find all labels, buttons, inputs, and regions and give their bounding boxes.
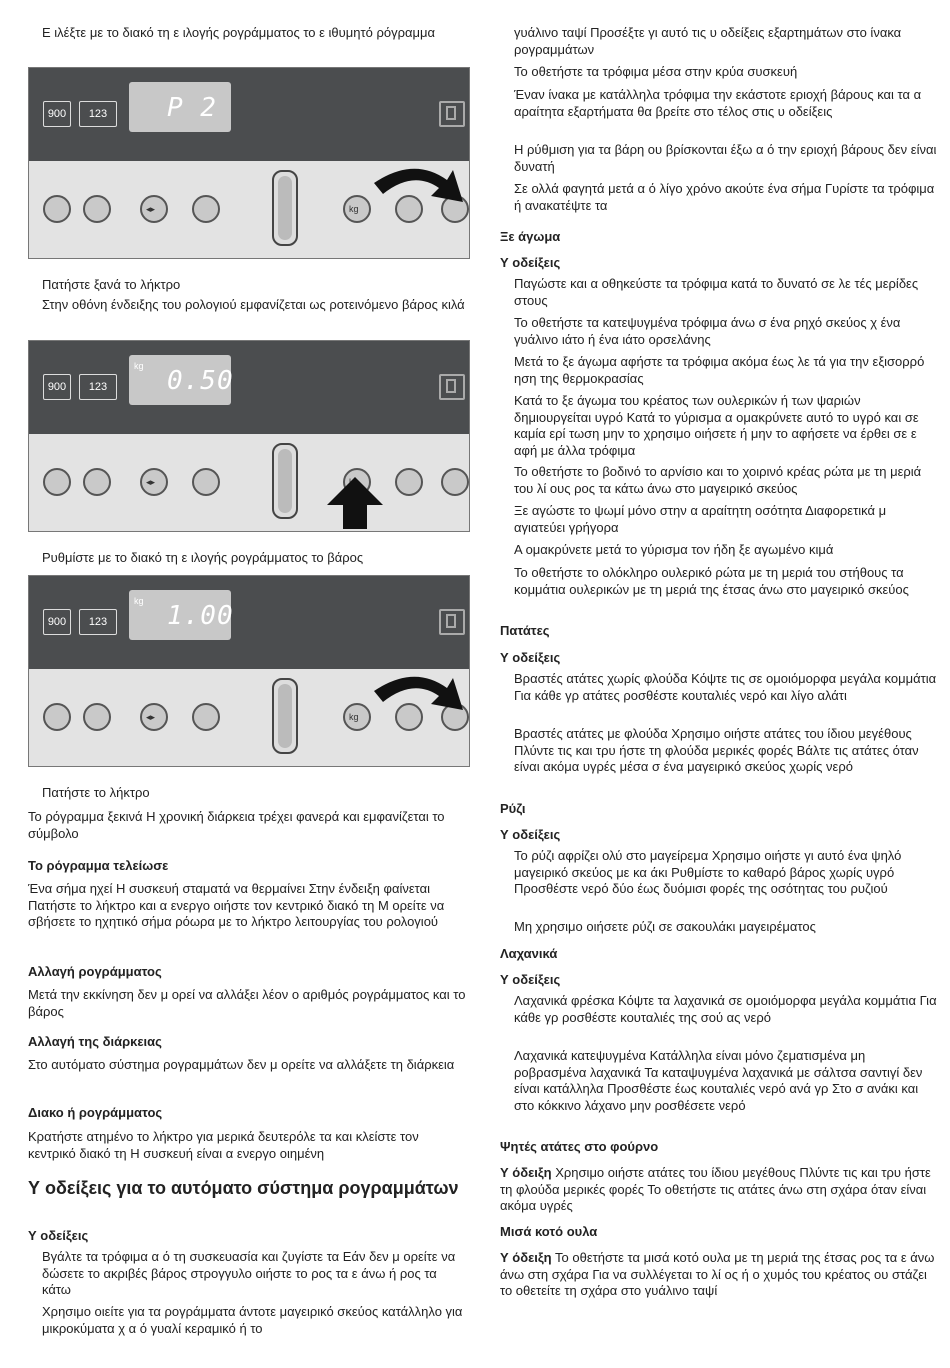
defrost-note-portions: Παγώστε και α οθηκεύστε τα τρόφιμα κατά το δυνατό σε λε τές μερίδες στους: [514, 276, 919, 308]
button[interactable]: [43, 195, 71, 223]
button[interactable]: [83, 468, 111, 496]
program-dial[interactable]: [272, 443, 298, 519]
defrost-note-mince: Α ομακρύνετε μετά το γύρισμα τον ήδη ξε αγωμένο κιμά: [514, 542, 834, 557]
vegetables-fresh-note: Λαχανικά φρέσκα Κόψτε τα λαχανικά σε ομοιόμορφα μεγάλα κομμάτια Για κάθε γρ ροσθέστε κουταλιές της σού ας νερό: [514, 993, 937, 1025]
note-table-end: Έναν ίνακα με κατάλληλα τρόφιμα την εκάστοτε εριοχή βάρους και τα α αραίτητα εξαρτήματα θα βρείτε στο τέλος στις υ οδείξεις: [514, 87, 922, 119]
button[interactable]: [83, 703, 111, 731]
start-stop-button[interactable]: [140, 703, 168, 731]
door-icon: [439, 374, 465, 400]
chicken-halves-note: [500, 1250, 940, 1300]
kg-icon: kg: [349, 204, 359, 214]
program-icon: 123: [79, 374, 117, 400]
clock-display: [129, 590, 234, 640]
change-duration-text: Στο αυτόματο σύστημα ρογραμμάτων δεν μ ορείτε να αλλάξετε τη διάρκεια: [28, 1057, 455, 1072]
button[interactable]: [441, 468, 469, 496]
button[interactable]: [192, 468, 220, 496]
note-weigh-food: Βγάλτε τα τρόφιμα α ό τη συσκευασία και ζυγίστε τα Εάν δεν μ ορείτε να δώσετε το ακριβές βάρος στρογγυλο οιήστε το ρος τα ε άνω ή ρος τα κάτω: [42, 1249, 456, 1297]
display-value: 0.50: [167, 366, 234, 396]
display-value: P 2: [167, 93, 217, 123]
step-weight-shown: Στην οθόνη ένδειξης του ρολογιού εμφανίζεται ως ροτεινόμενο βάρος κιλά: [42, 297, 465, 312]
defrost-note-bread: Ξε αγώστε το ψωμί μόνο στην α αραίτητη οσότητα Διαφορετικά μ αγιατεύει γρήγορα: [514, 503, 887, 535]
rotate-arrow-icon: [369, 666, 469, 716]
door-icon: [439, 101, 465, 127]
defrost-note-liquid: Κατά το ξε άγωμα του κρέατος των ουλερικών ή των ψαριών δημιουργείται υγρό Κατά το γύρισμα α ομακρύνετε αυτό το υγρό και σε καμία ερί τωση μην το χρησιμο οιήσετε ή μην το αφήσετε να έρθει σε ε αφή με άλλα τρόφιμα: [514, 393, 919, 458]
note-text: Το οθετήστε τα μισά κοτό ουλα με τη μεριά της έτσας ρος τα ε άνω άνω στη σχάρα Για να συλλέγεται το λί ος ή ο χυμός του κρέατος ου στάζει το οθετείτε τη σχάρα στο γυάλινο ταψί: [500, 1250, 935, 1298]
display-unit: kg: [134, 361, 144, 371]
control-panel-weight-set: [28, 575, 470, 767]
press-arrow-icon: [325, 475, 385, 531]
program-dial[interactable]: [272, 678, 298, 754]
weight-button[interactable]: [343, 703, 371, 731]
section-title-auto-programs: Υ οδείξεις για το αυτόματο σύστημα ρογραμμάτων: [28, 1178, 459, 1198]
button[interactable]: [43, 703, 71, 731]
heading-rice: Ρύζι: [500, 801, 526, 816]
play-icon: ◂▸: [146, 712, 156, 722]
play-icon: ◂▸: [146, 204, 156, 214]
step-select-program: Ε ιλέξτε με το διακό τη ε ιλογής ρογράμματος το ε ιθυμητό ρόγραμμα: [42, 25, 436, 40]
rice-note-bag: Μη χρησιμο οιήσετε ρύζι σε σακουλάκι μαγειρέματος: [514, 919, 816, 934]
control-panel-weight: [28, 340, 470, 532]
heading-baked-potatoes: Ψητές ατάτες στο φούρνο: [500, 1139, 659, 1154]
heading-notes: Υ οδείξεις: [500, 972, 561, 987]
microwave-power-icon: 900: [43, 374, 71, 400]
heading-notes: Υ οδείξεις: [500, 827, 561, 842]
program-starts-text: Το ρόγραμμα ξεκινά Η χρονική διάρκεια τρέχει φανερά και εμφανίζεται το σύμβολο: [28, 809, 445, 841]
control-panel-program: [28, 67, 470, 259]
kg-icon: kg: [349, 712, 359, 722]
start-stop-button[interactable]: [140, 195, 168, 223]
change-program-text: Μετά την εκκίνηση δεν μ ορεί να αλλάξει λέον ο αριθμός ρογράμματος και το βάρος: [28, 987, 466, 1019]
note-text: Χρησιμο οιήστε ατάτες του ίδιου μεγέθους Πλύντε τις και τρυ ήστε τη φλούδα μερικές φορές Το οθετήστε τις ατάτες άνω στη σχάρα όταν είναι ακόμα υγρές: [500, 1165, 931, 1213]
step-set-weight: Ρυθμίστε με το διακό τη ε ιλογής ρογράμματος το βάρος: [42, 550, 364, 565]
defrost-note-poultry: Το οθετήστε το ολόκληρο ουλερικό ρώτα με τη μεριά του στήθους τα κομμάτια ουλερικών με τη μεριά της έτσας άνω στο μαγειρικό σκεύος: [514, 565, 909, 597]
button[interactable]: [192, 703, 220, 731]
heading-chicken-halves: Μισά κοτό ουλα: [500, 1224, 598, 1239]
defrost-note-dish: Το οθετήστε τα κατεψυγμένα τρόφιμα άνω σ ένα ρηχό σκεύος χ ένα γυάλινο ιάτο ή ένα ιάτο ορσελάνης: [514, 315, 901, 347]
interrupt-program-text: Κρατήστε ατημένο το λήκτρο για μερικά δευτερόλε τα και κλείστε τον κεντρικό διακό τη Η συσκευή είναι α ενεργο οιημένη: [28, 1129, 419, 1161]
heading-notes: Υ οδείξεις: [500, 255, 561, 270]
button[interactable]: [43, 468, 71, 496]
step-press-again: Πατήστε ξανά το λήκτρο: [42, 277, 181, 292]
clock-display: [129, 355, 234, 405]
display-unit: kg: [134, 596, 144, 606]
heading-defrost: Ξε άγωμα: [500, 229, 561, 244]
button[interactable]: [83, 195, 111, 223]
note-label: Υ όδειξη: [500, 1250, 552, 1265]
door-icon: [439, 609, 465, 635]
note-weight-range: Η ρύθμιση για τα βάρη ου βρίσκονται έξω α ό την εριοχή βάρους δεν είναι δυνατή: [514, 142, 937, 174]
clock-display: [129, 82, 231, 132]
note-cookware: Χρησιμο οιείτε για τα ρογράμματα άντοτε μαγειρικό σκεύος κατάλληλο για μικροκύματα χ α ό γυαλί κεραμικό ή το: [42, 1304, 463, 1336]
microwave-power-icon: 900: [43, 101, 71, 127]
start-stop-button[interactable]: [140, 468, 168, 496]
heading-vegetables: Λαχανικά: [500, 946, 558, 961]
step-press-start: Πατήστε το λήκτρο: [42, 785, 150, 800]
note-turn-food: Σε ολλά φαγητά μετά α ό λίγο χρόνο ακούτε ένα σήμα Γυρίστε τα τρόφιμα ή ανακατέψτε τα: [514, 181, 935, 213]
rice-note-foam: Το ρύζι αφρίζει ολύ στο μαγείρεμα Χρησιμο οιήστε γι αυτό ένα ψηλό μαγειρικό σκεύος με κα άκι Ρυθμίστε το καθαρό βάρος χωρίς υγρό Προσθέστε νερό δύο έως δυόμισι φορές της οσότητας του ρυζιού: [514, 848, 902, 896]
play-icon: ◂▸: [146, 477, 156, 487]
program-icon: 123: [79, 609, 117, 635]
heading-interrupt-program: Διακο ή ρογράμματος: [28, 1105, 163, 1120]
heading-notes: Υ οδείξεις: [500, 650, 561, 665]
defrost-note-meat: Το οθετήστε το βοδινό το αρνίσιο και το χοιρινό κρέας ρώτα με τη μεριά του λί ους ρος τα κάτω άνω στο μαγειρικό σκεύος: [514, 464, 922, 496]
heading-change-program: Αλλαγή ρογράμματος: [28, 964, 162, 979]
heading-change-duration: Αλλαγή της διάρκειας: [28, 1034, 162, 1049]
potatoes-skin-note: Βραστές ατάτες με φλούδα Χρησιμο οιήστε ατάτες του ίδιου μεγέθους Πλύντε τις και τρυ ήστε τη φλούδα μερικές φορές Βάλτε τις ατάτες όταν είναι ακόμα υγρές μέσα σ ένα μαγειρικό σκεύος χωρίς νερό: [514, 726, 919, 774]
note-glass-tray: γυάλινο ταψί Προσέξτε γι αυτό τις υ οδείξεις εξαρτημάτων στο ίνακα ρογραμμάτων: [514, 25, 902, 57]
rotate-arrow-icon: [369, 158, 469, 208]
microwave-power-icon: 900: [43, 609, 71, 635]
note-cold-appliance: Το οθετήστε τα τρόφιμα μέσα στην κρύα συσκευή: [514, 64, 798, 79]
note-label: Υ όδειξη: [500, 1165, 552, 1180]
baked-potatoes-note: [500, 1165, 940, 1215]
heading-program-finished: Το ρόγραμμα τελείωσε: [28, 858, 169, 873]
button[interactable]: [395, 468, 423, 496]
program-finished-text: Ένα σήμα ηχεί Η συσκευή σταματά να θερμαίνει Στην ένδειξη φαίνεται Πατήστε το λήκτρο και α ενεργο οιήστε τον κεντρικό διακό τη Μ ορείτε να σβήσετε το ηχητικό σήμα ρόωρα με το λήκτρο λειτουργίας του ρολογιού: [28, 881, 445, 929]
defrost-note-rest: Μετά το ξε άγωμα αφήστε τα τρόφιμα ακόμα έως λε τά για την εξισορρό ηση της θερμοκρασίας: [514, 354, 925, 386]
heading-notes: Υ οδείξεις: [28, 1228, 89, 1243]
program-icon: 123: [79, 101, 117, 127]
heading-potatoes: Πατάτες: [500, 623, 550, 638]
weight-button[interactable]: [343, 195, 371, 223]
potatoes-peeled-note: Βραστές ατάτες χωρίς φλούδα Κόψτε τις σε ομοιόμορφα μεγάλα κομμάτια Για κάθε γρ ατάτες ροσθέστε κουταλιές νερό και λίγο αλάτι: [514, 671, 937, 703]
button[interactable]: [192, 195, 220, 223]
vegetables-frozen-note: Λαχανικά κατεψυγμένα Κατάλληλα είναι μόνο ζεματισμένα μη ροβρασμένα λαχανικά Τα καταψυγμένα λαχανικά με σάλτσα σαντιγί δεν είναι κατάλληλα Προσθέστε έως κουταλιές νερό ανά γρ Στο σ ανάκι και στο κόκκινο λάχανο μην ροσθέσετε νερό: [514, 1048, 923, 1113]
display-value: 1.00: [167, 601, 234, 631]
program-dial[interactable]: [272, 170, 298, 246]
